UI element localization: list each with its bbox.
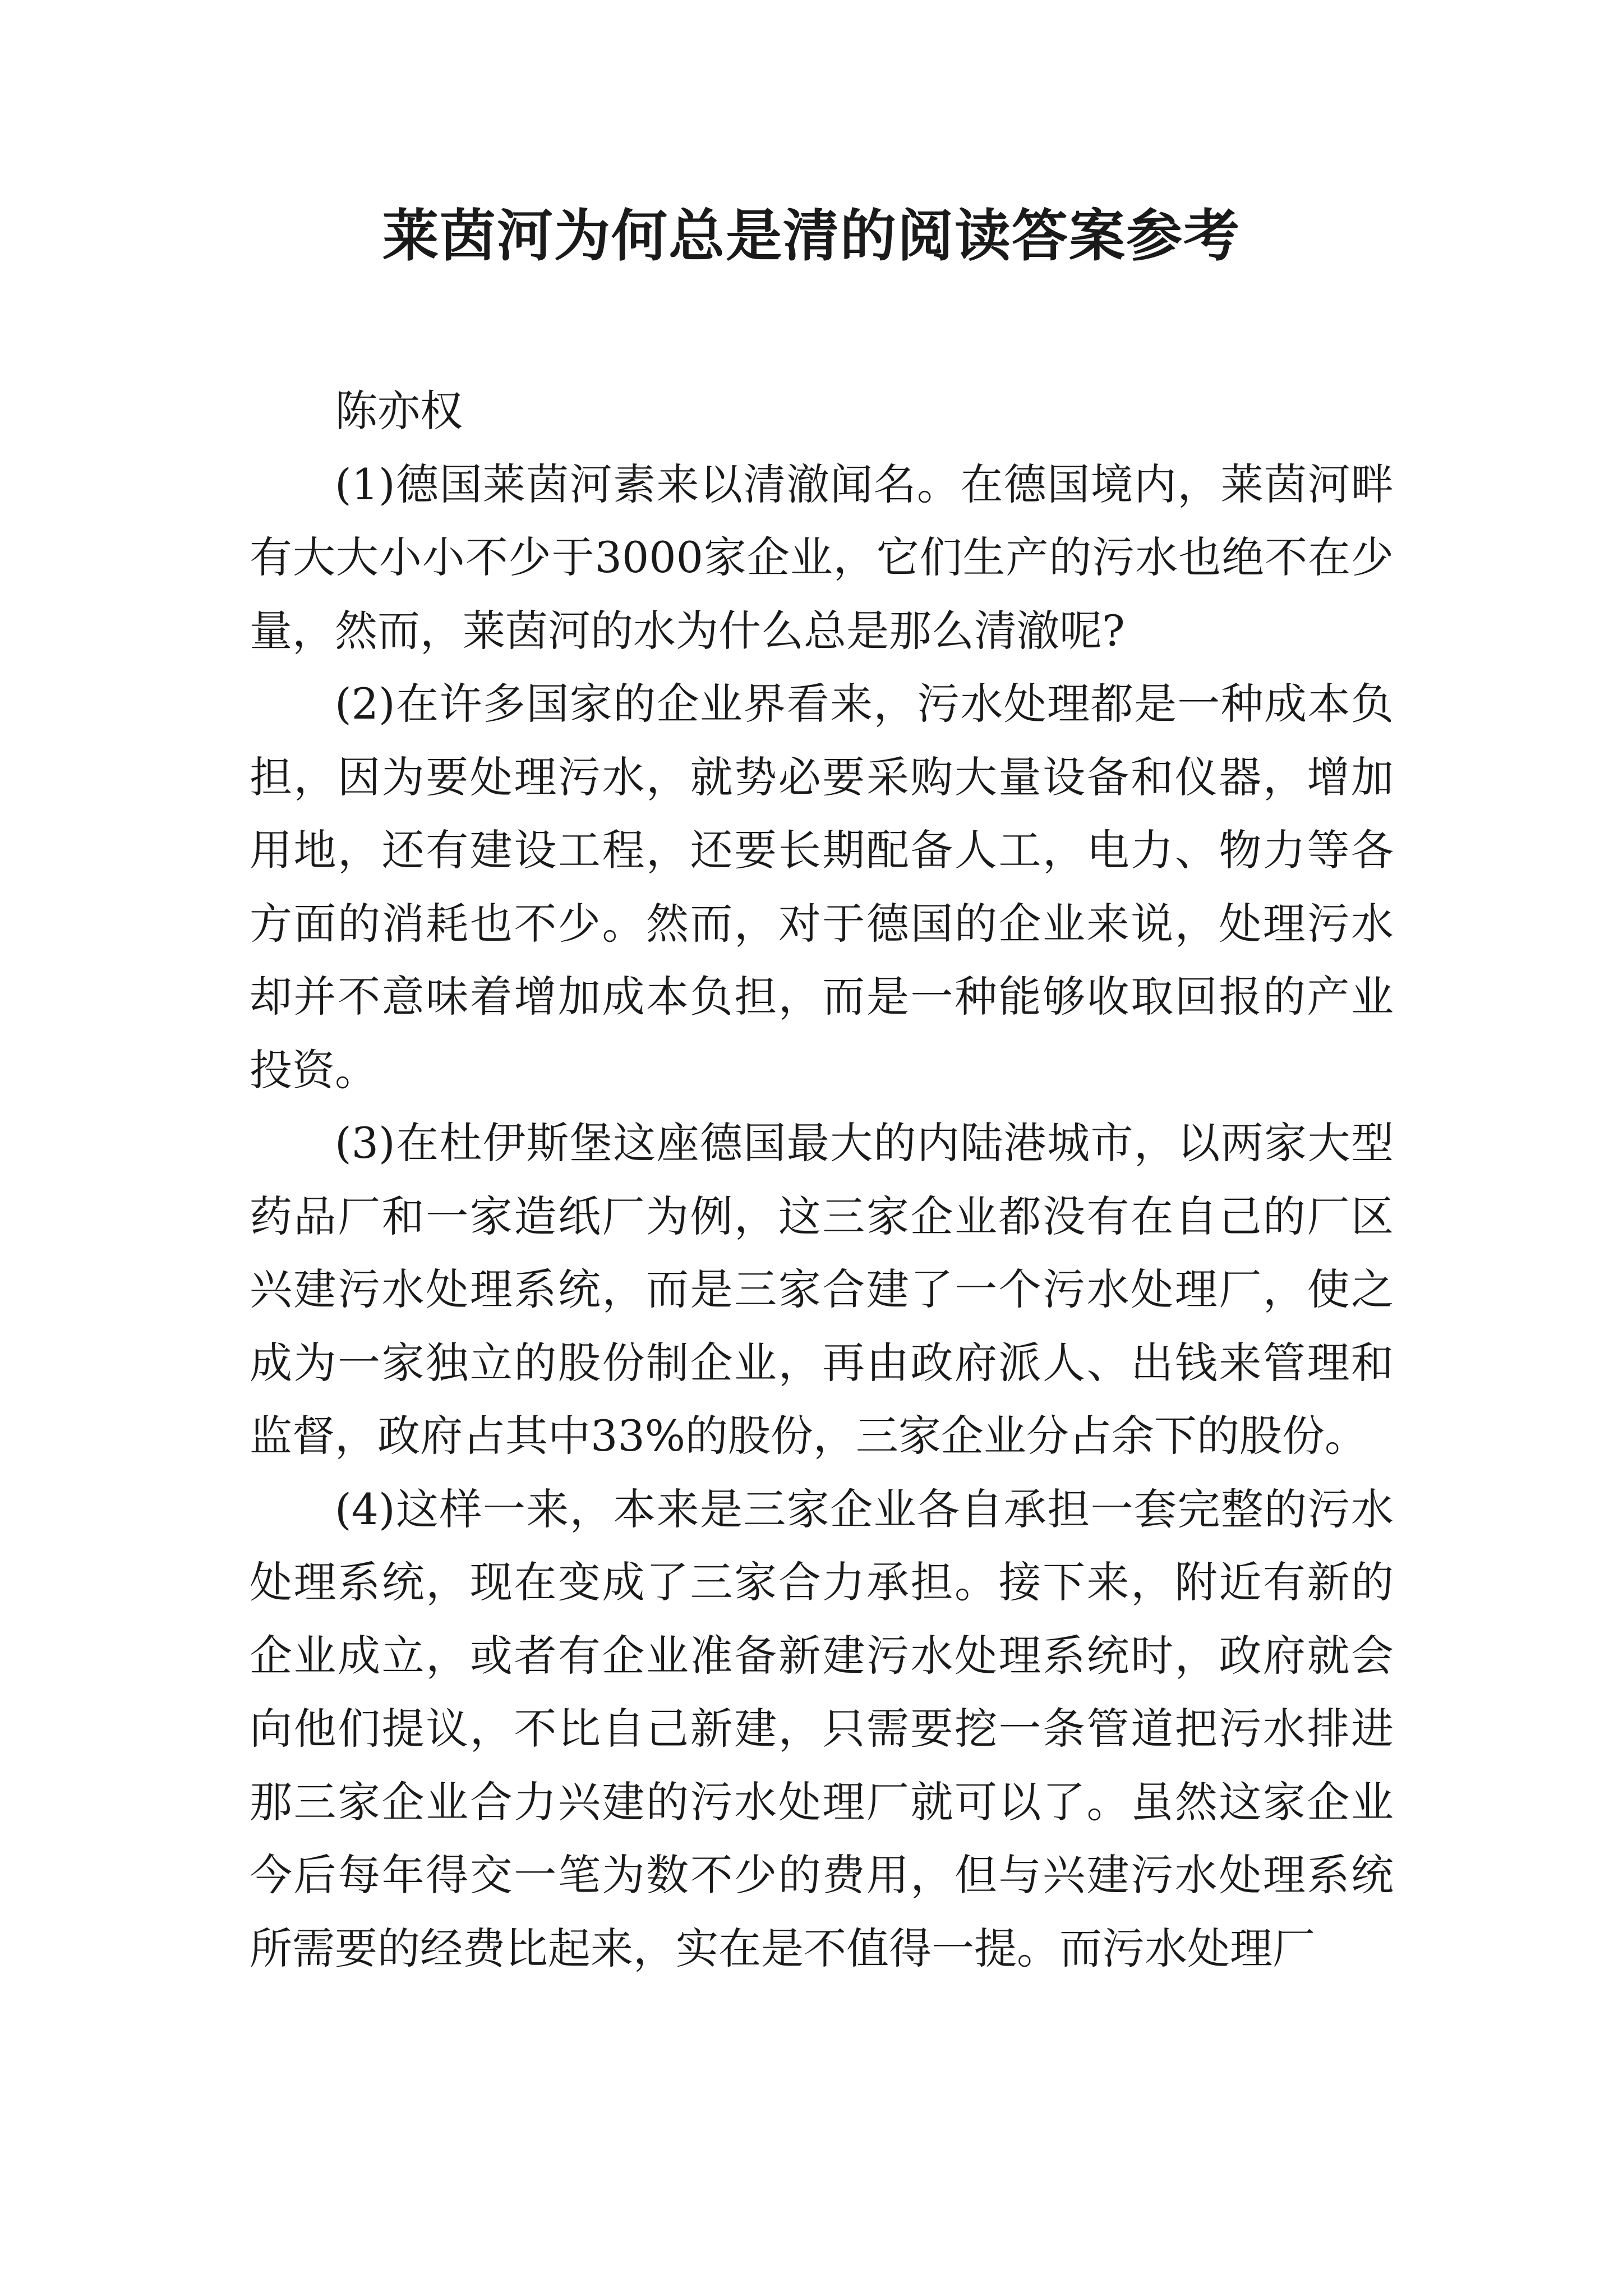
- paragraph-3: (3)在杜伊斯堡这座德国最大的内陆港城市，以两家大型药品厂和一家造纸厂为例，这三家企业都没有在自己的厂区兴建污水处理系统，而是三家合建了一个污水处理厂，使之成为一家独立的股份制企业，再由政府派人、出钱来管理和监督，政府占其中33%的股份，三家企业分占余下的股份。: [250, 1118, 1394, 1461]
- author-name: 陈亦权: [335, 386, 463, 436]
- page-title: 莱茵河为何总是清的阅读答案参考: [382, 203, 1241, 269]
- paragraph-1: (1)德国莱茵河素来以清澈闻名。在德国境内，莱茵河畔有大大小小不少于3000家企业，它们生产的污水也绝不在少量，然而，莱茵河的水为什么总是那么清澈呢?: [250, 459, 1394, 656]
- article-body: [250, 375, 1394, 1985]
- paragraph-4: (4)这样一来，本来是三家企业各自承担一套完整的污水处理系统，现在变成了三家合力承担。接下来，附近有新的企业成立，或者有企业准备新建污水处理系统时，政府就会向他们提议，不比自己新建，只需要挖一条管道把污水排进那三家企业合力兴建的污水处理厂就可以了。虽然这家企业今后每年得交一笔为数不少的费用，但与兴建污水处理系统所需要的经费比起来，实在是不值得一提。而污水处理厂: [250, 1484, 1394, 1973]
- paragraph-2: (2)在许多国家的企业界看来，污水处理都是一种成本负担，因为要处理污水，就势必要采购大量设备和仪器，增加用地，还有建设工程，还要长期配备人工，电力、物力等各方面的消耗也不少。然而，对于德国的企业来说，处理污水却并不意味着增加成本负担，而是一种能够收取回报的产业投资。: [250, 679, 1394, 1095]
